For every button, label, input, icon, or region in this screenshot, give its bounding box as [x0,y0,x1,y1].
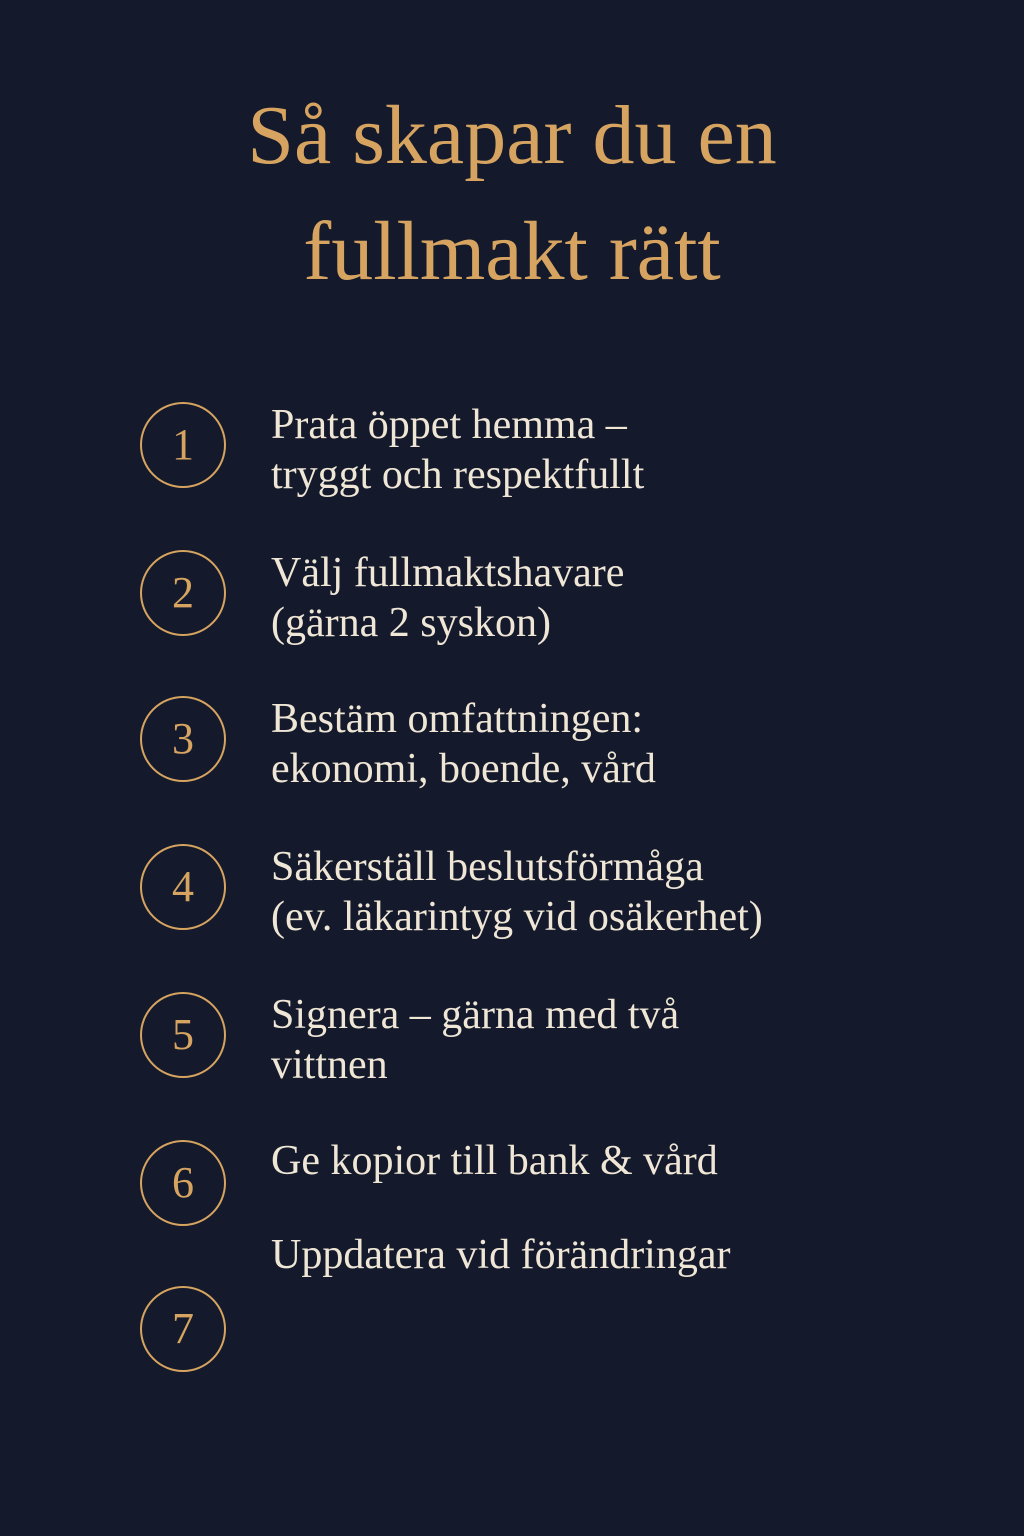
step-7-text [271,1230,991,1280]
step-6-number-badge: 6 [140,1140,226,1226]
step-2-number-badge: 2 [140,550,226,636]
step-4-line-2: (ev. läkarintyg vid osäkerhet) [271,894,763,940]
step-2-line-1: Välj fullmaktshavare [271,550,625,596]
step-6-text [271,1136,991,1186]
title-line-1: Så skapar du en [247,89,777,182]
step-6-line-1: Ge kopior till bank & vård [271,1138,718,1184]
step-5-line-2: vittnen [271,1042,388,1088]
step-4-number-badge: 4 [140,844,226,930]
step-3-number-badge: 3 [140,696,226,782]
page-title [0,78,1024,310]
title-line-2: fullmakt rätt [303,205,721,298]
step-3-line-2: ekonomi, boende, vård [271,746,656,792]
step-3-text [271,694,991,794]
step-7-number-badge: 7 [140,1286,226,1372]
step-5-line-1: Signera – gärna med två [271,992,680,1038]
step-5-number-badge: 5 [140,992,226,1078]
step-3-line-1: Bestäm omfattningen: [271,696,644,742]
step-2-line-2: (gärna 2 syskon) [271,600,551,646]
step-4-line-1: Säkerställ beslutsförmåga [271,844,704,890]
step-4-text [271,842,991,942]
step-1-number-badge: 1 [140,402,226,488]
step-7-line-1: Uppdatera vid förändringar [271,1232,731,1278]
step-1-line-2: tryggt och respektfullt [271,452,645,498]
step-1-line-1: Prata öppet hemma – [271,402,627,448]
step-1-text [271,400,991,500]
step-2-text [271,548,991,648]
step-5-text [271,990,991,1090]
